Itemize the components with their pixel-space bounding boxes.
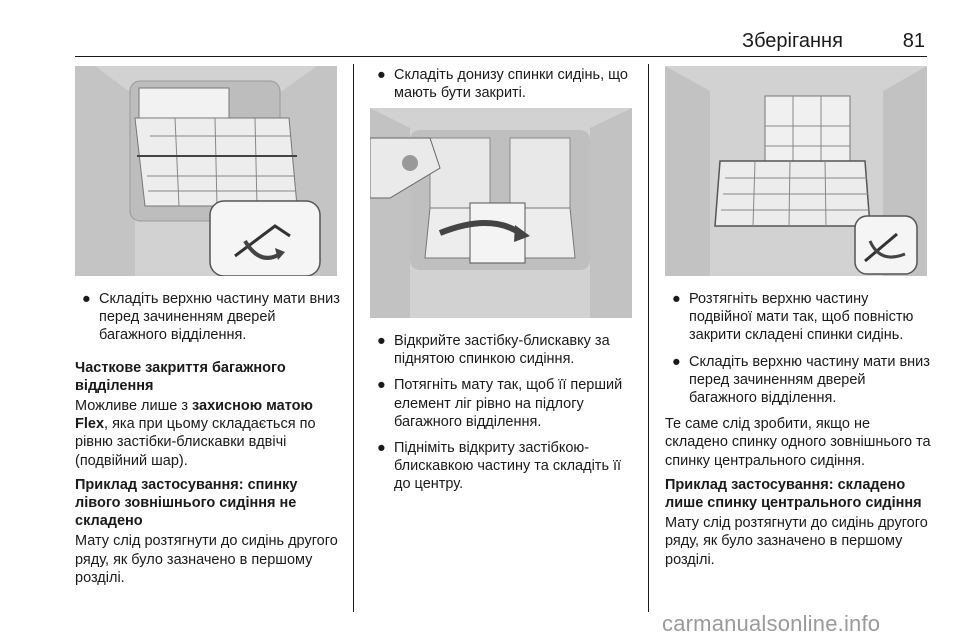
bullet-text: Потягніть мату так, щоб її перший елемент ліг рівно на підлогу багажного відділення. [394,377,623,430]
paragraph: Мату слід розтягнути до сидінь другого ряду, як було зазначено в першому розділі. [75,533,338,586]
paragraph-text: , яка при цьому складається по рівню застібки-блискавки вдвічі (подвійний шар). [75,416,316,469]
bullet-dot: ● [377,333,386,349]
bullet-text: Складіть донизу спинки сидінь, що мають бути закриті. [394,67,628,102]
example-heading: Приклад застосування: спинку лівого зовнішнього сидіння не складено [75,476,298,530]
page-number: 81 [902,30,925,52]
bullet-item [370,332,636,368]
bullet-dot: ● [82,291,91,307]
bullet-dot: ● [672,291,681,307]
section-heading: Часткове закриття багажного відділення [75,359,286,394]
column-divider-right [648,64,649,612]
bullet-dot: ● [377,377,386,394]
header-rule [75,56,927,57]
illustration-cargo-mat-folded-drawing [75,66,337,276]
example-heading: Приклад застосування: складено лише спинку центрального сидіння [665,476,922,512]
paragraph: Те саме слід зробити, якщо не складено спинку одного зовнішнього та спинку центрального сидіння. [665,416,931,469]
bullet-dot: ● [377,67,386,83]
bullet-text: Складіть верхню частину мати вниз перед зачиненням дверей багажного відділення. [99,291,340,344]
illustration-mat-unfolded-drawing [665,66,927,276]
paragraph: Мату слід розтягнути до сидінь другого ряду, як було зазначено в першому розділі. [665,515,928,568]
illustration-mat-unfolded [665,66,927,276]
column-middle-lower [370,332,636,502]
page-header [0,0,960,60]
bullet-item [665,290,935,345]
paragraph [75,397,343,470]
bullet-item [370,439,636,494]
column-right [665,290,935,575]
bullet-text: Підніміть відкриту застібкою-блискавкою частину та складіть її до центру. [394,440,622,493]
paragraph-text: Можливе лише з [75,398,192,415]
column-divider-left [353,64,354,612]
bullet-item [75,290,343,345]
bullet-item [665,353,935,408]
illustration-zipper-open [370,108,632,318]
bullet-text: Відкрийте застібку-блискавку за піднятою спинкою сидіння. [394,333,610,368]
bullet-text: Розтягніть верхню частину подвійної мати так, щоб повністю закрити складені спинки сидінь. [689,291,914,344]
column-left [75,290,343,593]
watermark: carmanualsonline.info [662,611,881,636]
paragraph-bold: захисною матою Flex [75,398,313,433]
bullet-text: Складіть верхню частину мати вниз перед зачиненням дверей багажного відділення. [689,353,930,407]
illustration-zipper-open-drawing [370,108,632,318]
column-middle [370,66,636,110]
bullet-item [370,66,636,102]
illustration-cargo-mat-folded [75,66,337,276]
bullet-item [370,376,636,431]
bullet-dot: ● [672,353,681,370]
page-title: Зберігання [742,30,843,52]
bullet-dot: ● [377,440,386,457]
